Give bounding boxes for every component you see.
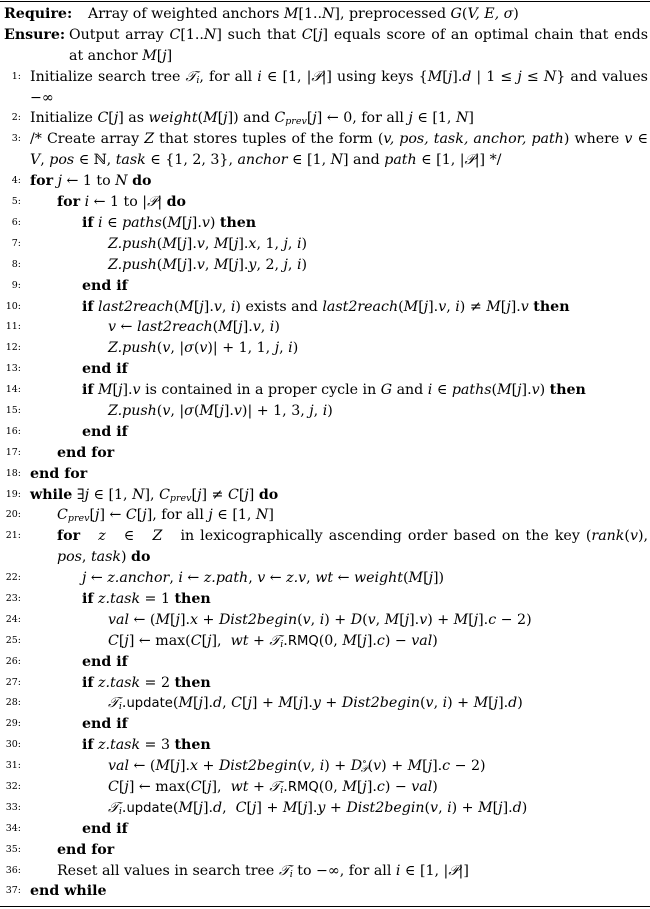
ensure-label: Ensure: <box>4 26 66 43</box>
algo-line-31: 31: val ← (M[j].x + Dist2begin(v, $i) + D^\circ_𝒫(v) + M[j].c - 2$) <box>5 756 486 776</box>
algo-line-16: 16: end if <box>5 423 128 440</box>
algo-line-2: 2: Initialize C[j] as weight(M[j]) and $C_{prev}[j]$ ← 0, for all j ∈ [1, N] <box>11 110 474 128</box>
algo-line-13: 13: end if <box>5 361 128 378</box>
algo-line-28: 28: 𝒯$_i$.update(M[j].d, C[j] + M[j].y + Dist2begin(v, i) + M[j].d) <box>5 695 523 713</box>
require-label: Require: <box>4 6 73 22</box>
algorithm-block <box>0 4 650 902</box>
algo-line-17: 17: end for <box>5 444 115 461</box>
algo-line-12: 12: Z.push(v, |σ(v)| + 1, 1, j, i) <box>5 340 299 357</box>
algo-line-8: 8: Z.push(M[j].v, M[j].y, 2, j, i) <box>11 256 308 273</box>
bottom-rule <box>0 906 650 907</box>
algo-line-4: 4: for j ← 1 to N do <box>11 173 152 190</box>
require-line <box>0 4 650 25</box>
ensure-line <box>0 25 650 67</box>
algo-line-36: 36: Reset all values in search tree 𝒯$_i$ to −∞, for all i ∈ [1, |𝒫|] <box>5 862 469 880</box>
algo-line-35: 35: end for <box>5 841 115 858</box>
algo-line-1: 1: Initialize search tree 𝒯$_i$, for all i ∈ [1, |𝒫|] using keys {M[j].d | 1 ≤ j ≤ N} and values −∞ <box>11 68 648 106</box>
algo-line-7: 7: Z.push(M[j].v, M[j].x, 1, j, i) <box>11 235 308 252</box>
algo-line-21: 21: for z ∈ Z in lexicographically ascending order based on the key (rank(v), pos, task) do <box>5 528 649 566</box>
top-rule <box>0 1 650 2</box>
require-text: Array of weighted anchors M[1..N], preprocessed G(V, E, σ) <box>88 6 519 22</box>
algo-line-15: 15: Z.push(v, |σ(M[j].v)| + 1, 3, j, i) <box>5 402 333 419</box>
algo-line-3: 3: /* Create array Z that stores tuples of the form (v, pos, task, anchor, path) where v ∈ V, pos ∈ ℕ, task ∈ {1, 2, 3}, anchor ∈ [1, N] and path ∈ [1, |𝒫|] */ <box>11 131 648 169</box>
algo-line-27: 27: if z.task = 2 then <box>5 674 211 691</box>
algo-line-19: 19: while ∃j ∈ [1, N], $C_{prev}[j] \ne C[j]$ do <box>5 486 279 504</box>
algo-line-20: 20: $C_{prev}[j]$ ← C[j], for all j ∈ [1, N] <box>5 507 274 525</box>
algo-line-37: 37: end while <box>5 883 107 900</box>
algo-line-32: 32: C[j] ← max(C[j], wt + 𝒯$_i$.RMQ(0, M[j].c) − val) <box>5 779 438 797</box>
algo-line-33: 33: 𝒯$_i$.update(M[j].d, C[j] + M[j].y + Dist2begin(v, i) + M[j].d) <box>5 799 528 817</box>
algo-line-5: 5: for i ← 1 to |𝒫| do <box>11 194 187 211</box>
algo-line-18: 18: end for <box>5 465 88 482</box>
algo-line-25: 25: C[j] ← max(C[j], wt + 𝒯$_i$.RMQ(0, M[j].c) − val) <box>5 632 438 650</box>
ensure-text: Output array C[1..N] such that C[j] equals score of an optimal chain that ends at anchor M[j] <box>69 26 649 64</box>
algo-line-34: 34: end if <box>5 820 128 837</box>
algo-line-30: 30: if z.task = 3 then <box>5 737 211 754</box>
algo-line-22: 22: j ← z.anchor, i ← z.path, v ← z.v, wt ← weight(M[j]) <box>5 570 445 587</box>
algo-line-9: 9: end if <box>11 277 128 294</box>
algo-line-23: 23: if z.task = 1 then <box>5 591 211 607</box>
algo-line-6: 6: if i ∈ paths(M[j].v) then <box>11 214 257 231</box>
algo-line-14: 14: if M[j].v is contained in a proper cycle in G and i ∈ paths(M[j].v) then <box>5 382 586 399</box>
algo-line-11: 11: v ← last2reach(M[j].v, i) <box>5 319 280 336</box>
algo-line-29: 29: end if <box>5 716 128 733</box>
algo-line-26: 26: end if <box>5 653 128 670</box>
algo-line-10: 10: if last2reach(M[j].v, i) exists and last2reach(M[j].v, i) ≠ M[j].v then <box>5 298 570 315</box>
algo-line-24: 24: val ← (M[j].x + Dist2begin(v, i) + D(v, M[j].v) + M[j].c − 2) <box>5 611 532 628</box>
